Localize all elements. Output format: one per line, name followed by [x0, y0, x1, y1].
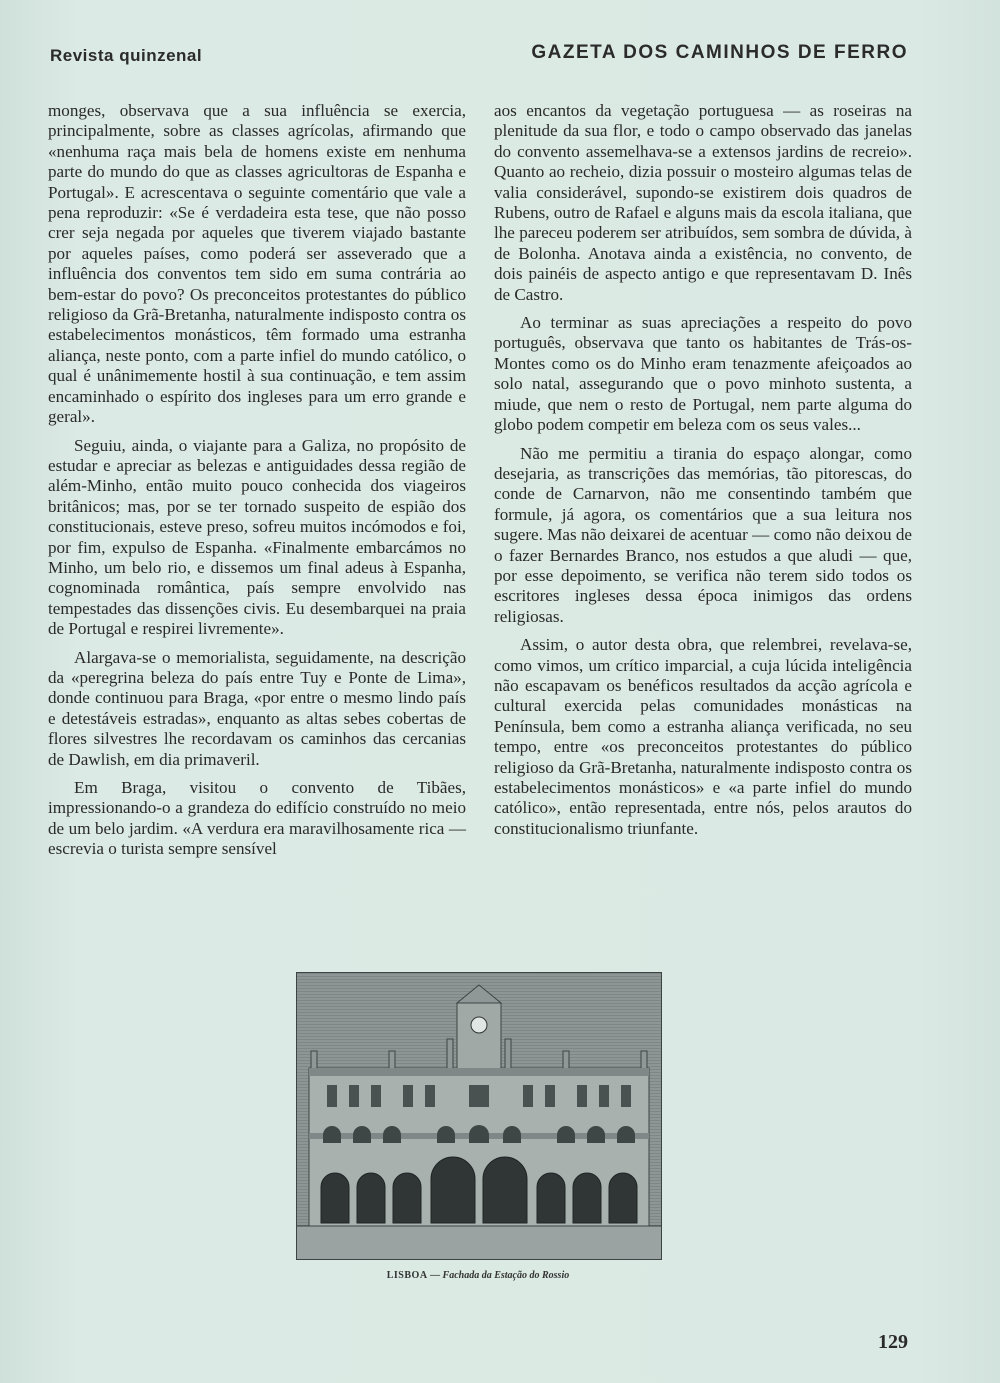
station-facade-illustration: [296, 972, 662, 1260]
journal-title: GAZETA DOS CAMINHOS DE FERRO: [531, 42, 908, 63]
paragraph: Em Braga, visitou o convento de Tibães, impressionando-o a grandeza do edifício construído no meio de um belo jardim. «A verdura era maravilhosamente rica — escrevia o turista sempre sensível: [48, 778, 466, 859]
page-number: 129: [878, 1331, 908, 1353]
paragraph: monges, observava que a sua influência se exercia, principalmente, sobre as classes agrícolas, afirmando que «nenhuma raça mais bela de homens existe em nenhuma parte do mundo do que as classes agricultoras de Espanha e Portugal». E acrescentava o seguinte comentário que vale a pena reproduzir: «Se é verdadeira esta tese, que não posso crer seja negada por aqueles que tiverem viajado bastante por aqueles países, como poderá ser asseverado que a influência dos conventos tem sido em suma contrária ao bem-estar do povo? Os preconceitos protestantes do público religioso da Grã-Bretanha, naturalmente indisposto contra os estabelecimentos monásticos, têm formado uma estranha aliança, neste ponto, com a parte infiel do mundo católico, o qual é unânimemente hostil à sua continuação, e tem assim encaminhado o espírito dos ingleses para um erro grande e geral».: [48, 101, 466, 427]
paragraph: aos encantos da vegetação portuguesa — as roseiras na plenitude da sua flor, e todo o campo observado das janelas do convento assemelhava-se a extensos jardins de recreio». Quanto ao recheio, dizia possuir o mosteiro algumas telas de valia considerável, supondo-se existirem dois quadros de Rubens, outro de Rafael e alguns mais da escola italiana, que lhe pareceu poderem ser atribuídos, sem sombra de dúvida, à de Bolonha. Anotava ainda a existência, no convento, de dois painéis de aspecto antigo e que representavam D. Inês de Castro.: [494, 101, 912, 304]
paragraph: Alargava-se o memorialista, seguidamente, na descrição da «peregrina beleza do país entre Tuy e Ponte de Lima», donde continuou para Braga, «por entre o mesmo lindo país e detestáveis estradas», enquanto as altas sebes cobertas de flores silvestres lhe recordavam os caminhos das cercanias de Dawlish, em dia primaveril.: [48, 647, 466, 769]
paragraph: Não me permitiu a tirania do espaço alongar, como desejaria, as transcrições das memórias, tão pitorescas, do conde de Carnarvon, não me consentindo também que formule, já agora, os comentários que a sua leitura nos sugere. Mas não deixarei de acentuar — como não deixou de o fazer Bernardes Branco, nos estudos a que aludi — que, por esse depoimento, se verifica não terem sido todos os escritores ingleses dessa época inimigos das ordens religiosas.: [494, 443, 912, 626]
journal-subtitle: Revista quinzenal: [50, 46, 203, 65]
paragraph: Seguiu, ainda, o viajante para a Galiza, no propósito de estudar e apreciar as belezas e antiguidades dessa região de além-Minho, então muito pouco conhecida dos viageiros britânicos; mas, por se ter tornado suspeito de espião dos constitucionais, esteve preso, sofreu muitos incómodos e foi, por fim, expulso de Espanha. «Finalmente embarcámos no Minho, um belo rio, e dissemos um final adeus à Espanha, cognominada romântica, país sempre envolvido nas tempestades das dissenções civis. Eu desembarquei na praia de Portugal e respirei livremente».: [48, 435, 466, 639]
paragraph: Ao terminar as suas apreciações a respeito do povo português, observava que tanto os habitantes de Trás-os-Montes como os do Minho eram tenazmente afeiçoados ao solo natal, assegurando que o povo minhoto sustenta, a miude, que nem o resto de Portugal, nem parte alguma do globo podem competir em beleza com os seus vales...: [494, 313, 912, 435]
paragraph: Assim, o autor desta obra, que relembrei, revelava-se, como vimos, um crítico imparcial, a cuja lúcida inteligência não escapavam os benéficos resultados da acção agrícola e cultural exercida pelas comunidades monásticas na Península, bem como a estranha aliança verificada, no seu tempo, entre «os preconceitos protestantes do público religioso da Grã-Bretanha, naturalmente indisposto contra os estabelecimentos monásticos» e «a parte infiel do mundo católico», então representada, entre nós, pelos arautos do constitucionalismo triunfante.: [494, 635, 912, 838]
figure-caption: [296, 1270, 660, 1281]
caption-description: Fachada da Estação do Rossio: [442, 1270, 570, 1281]
left-text-column: [48, 101, 466, 860]
right-text-column: [494, 101, 912, 839]
caption-place: LISBOA: [386, 1270, 428, 1281]
caption-separator: —: [427, 1270, 443, 1281]
